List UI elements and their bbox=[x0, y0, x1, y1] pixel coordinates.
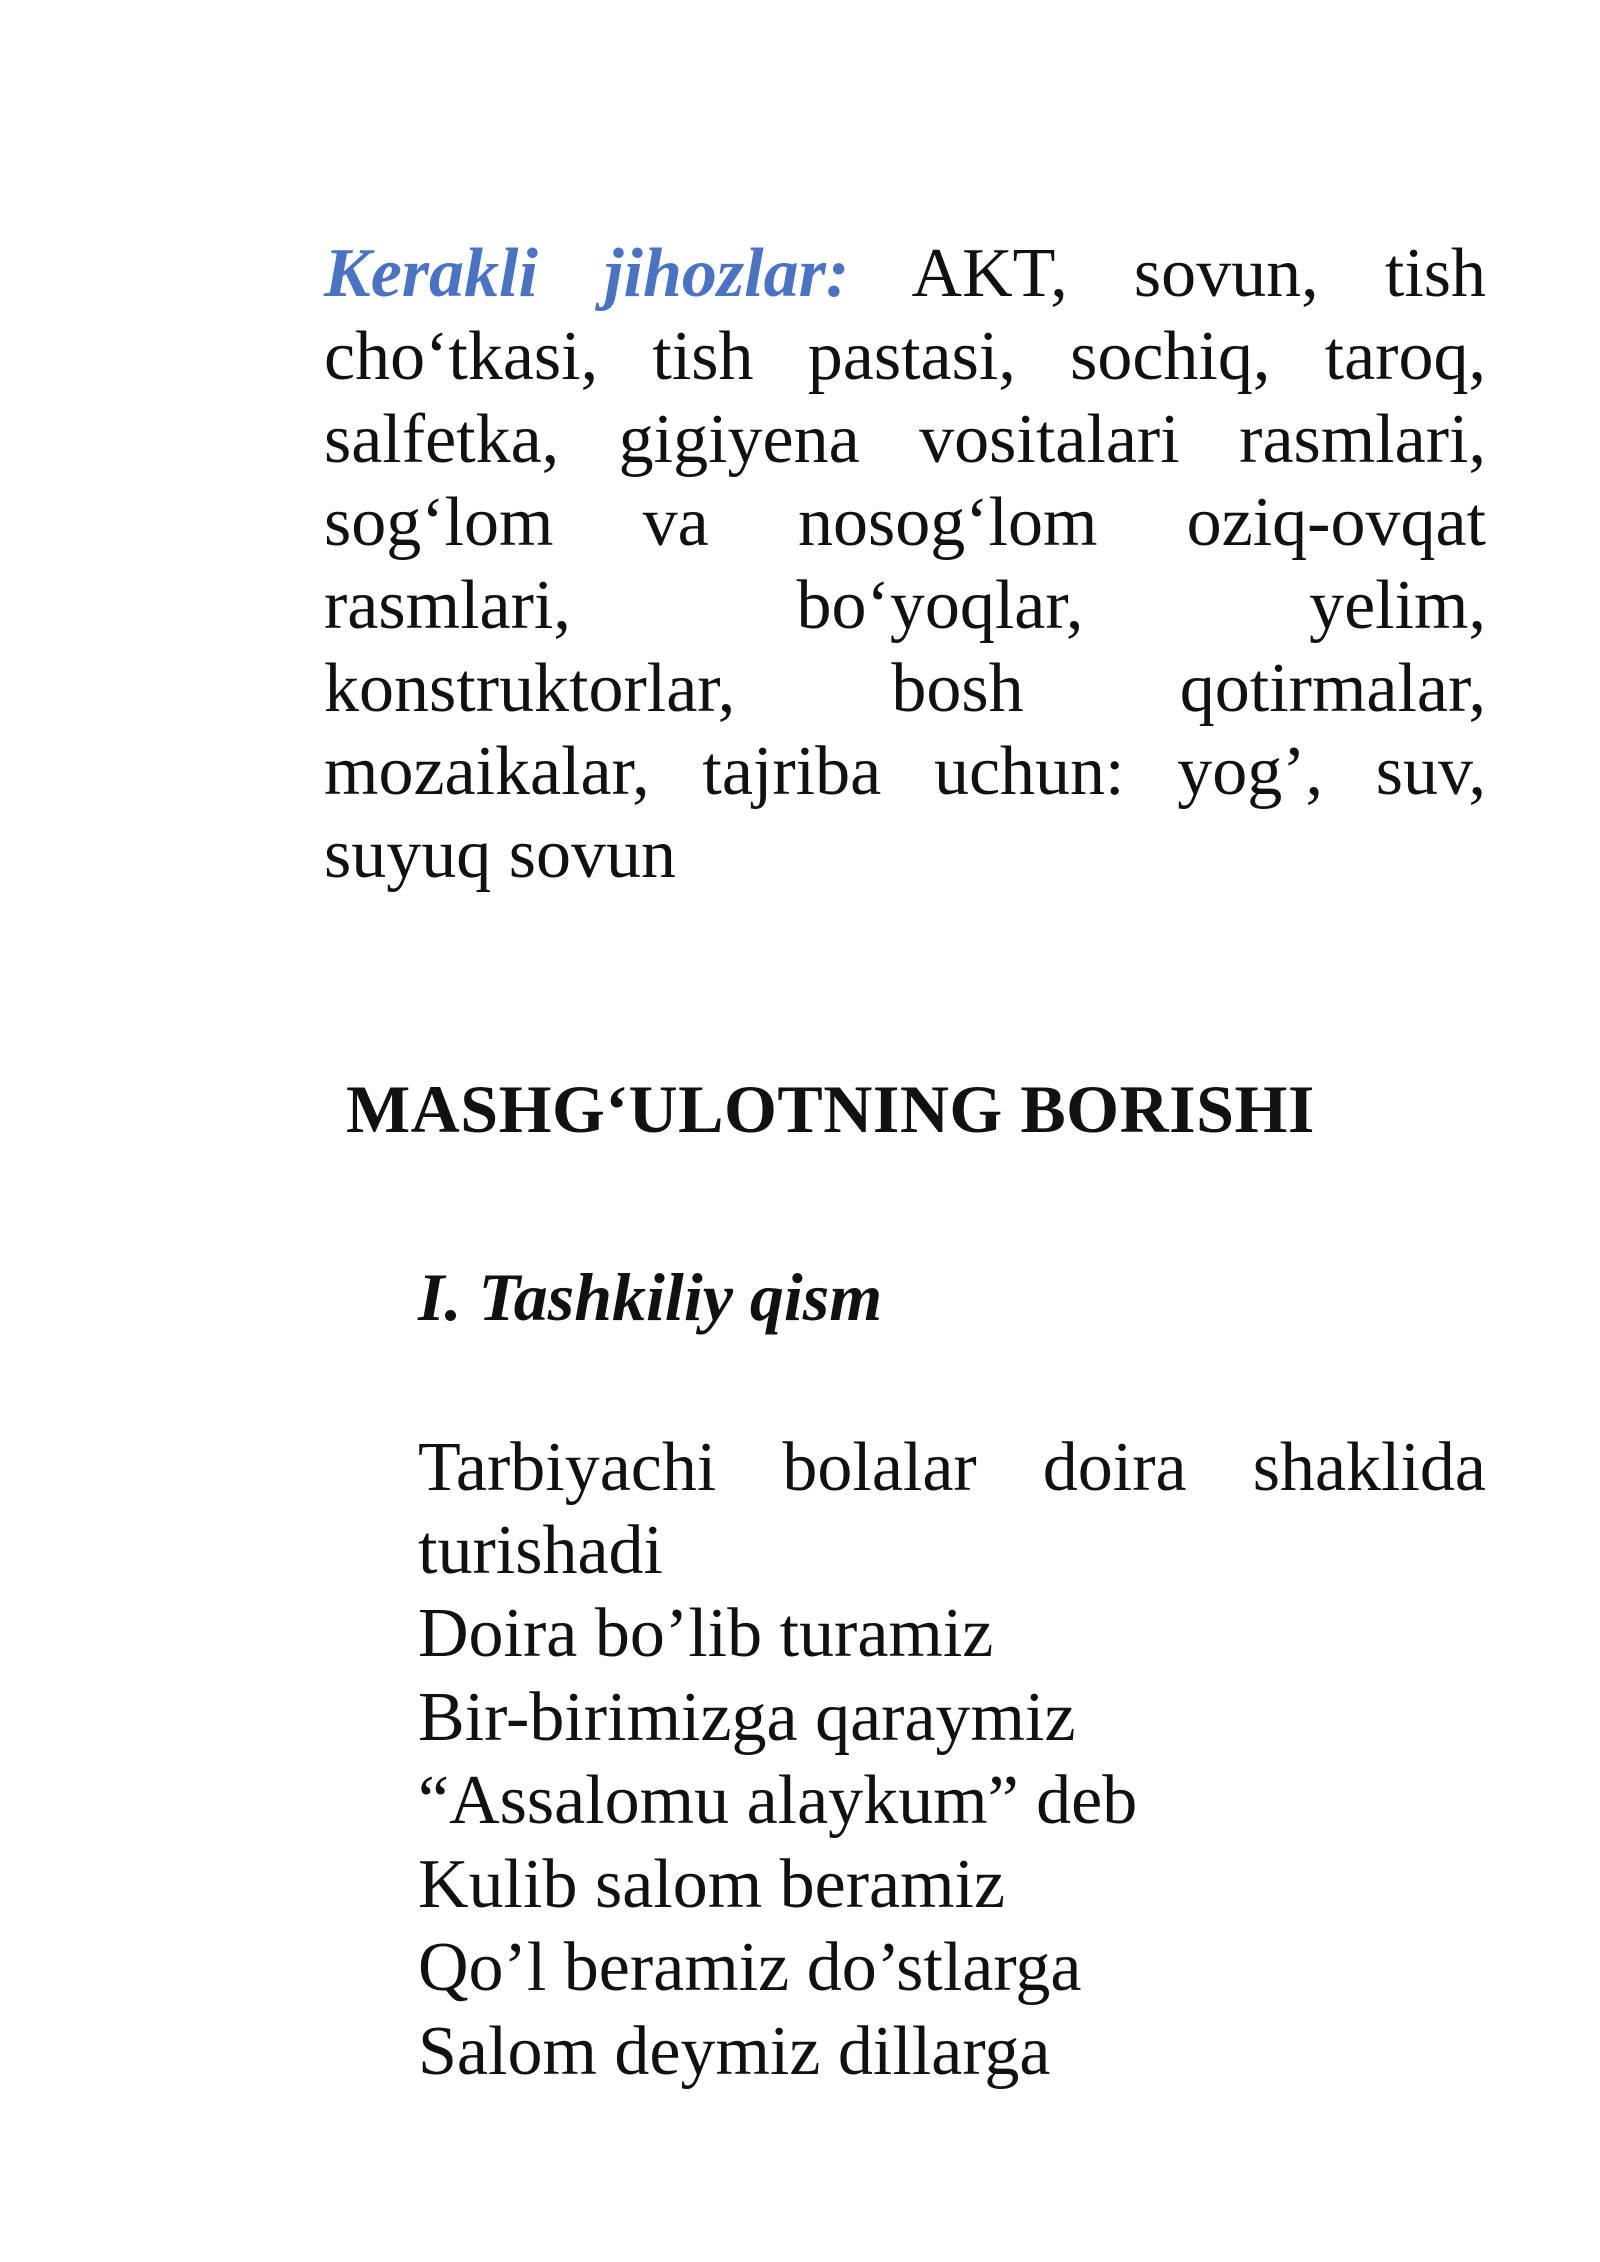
materials-label: Kerakli jihozlar: bbox=[324, 235, 850, 312]
poem-line: Salom deymiz dillarga bbox=[418, 2012, 1051, 2090]
poem-line: Qo’l beramiz do’stlarga bbox=[418, 1929, 1082, 2006]
intro-paragraph: Tarbiyachi bolalar doira shaklida turishadi bbox=[418, 1429, 1486, 1589]
materials-text: AKT, sovun, tish cho‘tkasi, tish pastasi, sochiq, taroq, salfetka, gigiyena vositalari rasmlari, sog‘lom va nosog‘lom oziq-ovqat rasmlari, bo‘yoqlar, yelim, konstruktorlar, bosh qotirmalar, mozaikalar, tajriba uchun: yog’, suv, suyuq sovun bbox=[324, 235, 1487, 893]
poem bbox=[418, 1592, 1137, 2093]
section-title: MASHG‘ULOTNING BORISHI bbox=[346, 1071, 1315, 1147]
poem-line: Kulib salom beramiz bbox=[418, 1845, 1006, 1923]
subsection-title: I. Tashkiliy qism bbox=[418, 1259, 883, 1335]
poem-line: “Assalomu alaykum” deb bbox=[418, 1762, 1138, 1839]
materials-paragraph bbox=[324, 232, 1486, 896]
poem-line: Bir-birimizga qaraymiz bbox=[418, 1678, 1076, 1756]
poem-line: Doira bo’lib turamiz bbox=[418, 1595, 994, 1672]
